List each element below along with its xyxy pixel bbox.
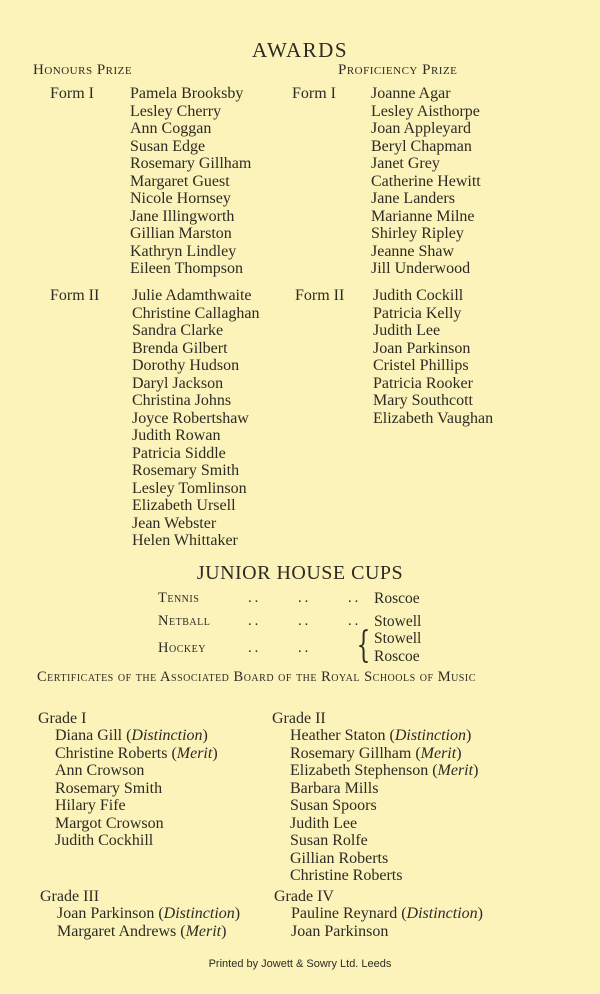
list-item: Pamela Brooksby bbox=[130, 85, 244, 102]
junior-house-cups-title: JUNIOR HOUSE CUPS bbox=[196, 562, 404, 584]
dots: .. bbox=[248, 590, 262, 606]
student-name: Susan Rolfe bbox=[290, 832, 368, 849]
tennis-label: Tennis bbox=[158, 590, 200, 606]
certificate-entry bbox=[55, 797, 218, 815]
list-item: Jane Illingworth bbox=[130, 207, 235, 225]
hockey-label: Hockey bbox=[158, 640, 206, 656]
student-name: Rosemary Gillham bbox=[290, 744, 412, 762]
list-item: Patricia Kelly bbox=[373, 304, 462, 322]
dots: .. bbox=[348, 613, 362, 629]
student-name: Hilary Fife bbox=[55, 797, 126, 814]
grade-distinction: (Merit) bbox=[171, 744, 218, 762]
netball-label: Netball bbox=[158, 613, 211, 629]
list-item: Eileen Thompson bbox=[130, 260, 244, 277]
student-name: Joan Parkinson bbox=[291, 922, 389, 940]
honours-form2-list bbox=[132, 287, 260, 550]
certificate-entry bbox=[290, 815, 478, 833]
list-item: Joanne Agar bbox=[371, 85, 451, 102]
honours-form1-label: Form I bbox=[50, 85, 94, 102]
list-item: Mary Southcott bbox=[373, 392, 473, 409]
netball-winner: Stowell bbox=[374, 613, 422, 630]
list-item: Cristel Phillips bbox=[373, 357, 469, 374]
list-item: Margaret Guest bbox=[130, 172, 230, 190]
grade2-list bbox=[290, 727, 478, 885]
student-name: Diana Gill bbox=[55, 727, 123, 744]
certificate-entry bbox=[57, 923, 240, 941]
grade-distinction: (Distinction) bbox=[126, 727, 208, 744]
grade1-list bbox=[55, 727, 218, 850]
student-name: Susan Spoors bbox=[290, 797, 377, 814]
printer-footer: Printed by Jowett & Sowry Ltd. Leeds bbox=[208, 958, 392, 970]
list-item: Lesley Tomlinson bbox=[132, 479, 247, 497]
grade-distinction: (Distinction) bbox=[401, 905, 483, 922]
brace-icon: { bbox=[356, 625, 371, 666]
dots: .. bbox=[248, 613, 262, 629]
certificate-entry bbox=[290, 745, 478, 763]
student-name: Joan Parkinson bbox=[57, 905, 155, 922]
list-item: Christine Callaghan bbox=[132, 304, 260, 322]
honours-prize-heading: Honours Prize bbox=[33, 62, 133, 78]
list-item: Elizabeth Vaughan bbox=[373, 409, 494, 427]
grade-distinction: (Merit) bbox=[432, 762, 479, 779]
list-item: Joan Parkinson bbox=[373, 339, 471, 357]
certificate-entry bbox=[290, 867, 478, 885]
grade4-label: Grade IV bbox=[274, 888, 334, 905]
proficiency-form2-label: Form II bbox=[295, 287, 345, 304]
student-name: Barbara Mills bbox=[290, 779, 379, 797]
proficiency-form1-label: Form I bbox=[292, 85, 336, 102]
hockey-row bbox=[0, 640, 600, 660]
list-item: Jill Underwood bbox=[371, 260, 471, 277]
hockey-winner-1: Stowell bbox=[374, 630, 422, 647]
list-item: Elizabeth Ursell bbox=[132, 497, 236, 514]
dots: .. bbox=[298, 590, 312, 606]
list-item: Shirley Ripley bbox=[371, 225, 464, 242]
certificate-entry bbox=[290, 797, 478, 815]
honours-form2-label: Form II bbox=[50, 287, 100, 304]
grade3-list bbox=[57, 905, 240, 940]
list-item: Sandra Clarke bbox=[132, 322, 224, 339]
certificate-entry bbox=[55, 832, 218, 850]
list-item: Ann Coggan bbox=[130, 120, 212, 137]
certificate-entry bbox=[290, 850, 478, 868]
list-item: Julie Adamthwaite bbox=[132, 287, 252, 304]
grade4-list bbox=[291, 905, 483, 940]
student-name: Heather Staton bbox=[290, 727, 386, 744]
list-item: Rosemary Gillham bbox=[130, 155, 252, 172]
certificate-entry bbox=[291, 923, 483, 941]
list-item: Daryl Jackson bbox=[132, 374, 224, 392]
list-item: Lesley Aisthorpe bbox=[371, 102, 480, 120]
grade3-label: Grade III bbox=[40, 888, 100, 905]
grade-distinction: (Merit) bbox=[180, 922, 227, 940]
certificate-entry bbox=[290, 780, 478, 798]
certificates-heading-text: Certificates of the Associated Board of the Royal Schools of Music bbox=[37, 669, 476, 685]
list-item: Patricia Rooker bbox=[373, 374, 473, 392]
certificate-entry bbox=[290, 762, 478, 780]
list-item: Lesley Cherry bbox=[130, 102, 222, 120]
certificate-entry bbox=[55, 815, 218, 833]
list-item: Rosemary Smith bbox=[132, 462, 240, 479]
certificate-entry bbox=[55, 745, 218, 763]
list-item: Judith Cockill bbox=[373, 287, 464, 304]
student-name: Elizabeth Stephenson bbox=[290, 762, 429, 779]
dots: .. bbox=[348, 590, 362, 606]
list-item: Jeanne Shaw bbox=[371, 242, 455, 260]
certificate-entry bbox=[57, 905, 240, 923]
list-item: Helen Whittaker bbox=[132, 532, 238, 549]
certificate-entry bbox=[55, 762, 218, 780]
list-item: Gillian Marston bbox=[130, 225, 232, 242]
dots: .. bbox=[248, 640, 262, 656]
list-item: Marianne Milne bbox=[371, 207, 475, 225]
proficiency-form1-list bbox=[371, 85, 481, 278]
student-name: Pauline Reynard bbox=[291, 905, 398, 922]
netball-row bbox=[0, 613, 600, 633]
list-item: Christina Johns bbox=[132, 392, 232, 409]
list-item: Jean Webster bbox=[132, 514, 217, 532]
grade-distinction: (Distinction) bbox=[158, 905, 241, 922]
student-name: Margot Crowson bbox=[55, 814, 164, 832]
list-item: Janet Grey bbox=[371, 155, 440, 172]
student-name: Ann Crowson bbox=[55, 762, 145, 779]
grade2-label: Grade II bbox=[272, 710, 326, 727]
list-item: Joan Appleyard bbox=[371, 120, 471, 137]
list-item: Beryl Chapman bbox=[371, 137, 472, 155]
student-name: Margaret Andrews bbox=[57, 922, 177, 940]
grade1-label: Grade I bbox=[38, 710, 87, 727]
list-item: Nicole Hornsey bbox=[130, 190, 231, 207]
certificate-entry bbox=[55, 727, 218, 745]
proficiency-form2-list bbox=[373, 287, 493, 427]
list-item: Kathryn Lindley bbox=[130, 242, 237, 260]
hockey-winner-2: Roscoe bbox=[374, 648, 420, 665]
list-item: Dorothy Hudson bbox=[132, 357, 240, 374]
list-item: Joyce Robertshaw bbox=[132, 409, 249, 427]
list-item: Brenda Gilbert bbox=[132, 339, 228, 357]
dots: .. bbox=[298, 640, 312, 656]
grade-distinction: (Merit) bbox=[415, 744, 462, 762]
student-name: Christine Roberts bbox=[55, 744, 168, 762]
student-name: Christine Roberts bbox=[290, 867, 403, 884]
list-item: Judith Lee bbox=[373, 322, 441, 339]
list-item: Susan Edge bbox=[130, 137, 206, 155]
certificate-entry bbox=[290, 727, 478, 745]
tennis-row bbox=[0, 590, 600, 610]
list-item: Patricia Siddle bbox=[132, 444, 226, 462]
student-name: Judith Cockhill bbox=[55, 832, 154, 849]
certificate-entry bbox=[291, 905, 483, 923]
student-name: Gillian Roberts bbox=[290, 849, 389, 867]
certificates-heading bbox=[37, 668, 557, 686]
list-item: Jane Landers bbox=[371, 190, 455, 207]
student-name: Rosemary Smith bbox=[55, 779, 163, 797]
page-title: AWARDS bbox=[252, 38, 348, 62]
dots: .. bbox=[298, 613, 312, 629]
proficiency-prize-heading: Proficiency Prize bbox=[338, 62, 458, 78]
student-name: Judith Lee bbox=[290, 814, 358, 832]
certificate-entry bbox=[290, 832, 478, 850]
honours-form1-list bbox=[130, 85, 251, 278]
grade-distinction: (Distinction) bbox=[389, 727, 472, 744]
list-item: Judith Rowan bbox=[132, 427, 221, 444]
tennis-winner: Roscoe bbox=[374, 590, 420, 607]
certificate-entry bbox=[55, 780, 218, 798]
list-item: Catherine Hewitt bbox=[371, 172, 481, 190]
